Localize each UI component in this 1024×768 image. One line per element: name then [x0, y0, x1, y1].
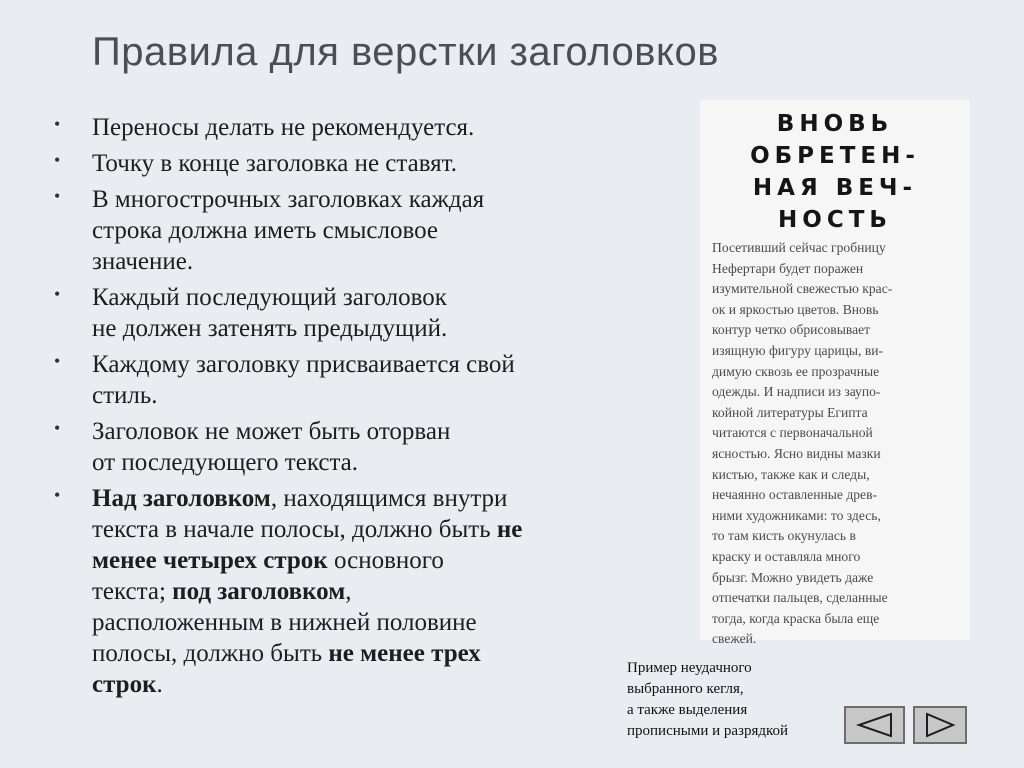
bullet-icon: • [54, 485, 61, 505]
rule-item [52, 416, 652, 478]
rule-item [52, 148, 652, 179]
rule-segment: В многострочных заголовках каждая строка должна иметь смысловое значение. [92, 186, 485, 275]
newspaper-example [700, 100, 970, 647]
bullet-icon: • [54, 186, 61, 206]
rule-text [92, 483, 652, 700]
rule-text [92, 148, 652, 179]
triangle-left-icon [855, 712, 895, 738]
rule-segment: Заголовок не может быть оторван от последующего текста. [92, 418, 451, 476]
rule-segment: , расположенным в нижней половине полосы, должно быть [92, 578, 477, 667]
previous-slide-button[interactable] [844, 706, 905, 744]
slide-title: Правила для верстки заголовков [92, 30, 719, 74]
rule-segment: , находящимся внутри текста в начале полосы, должно быть [92, 485, 508, 543]
bullet-icon: • [54, 114, 61, 134]
bullet-icon: • [54, 150, 61, 170]
rule-text [92, 282, 652, 344]
example-headline: ВНОВЬ ОБРЕТЕН- НАЯ ВЕЧ- НОСТЬ [750, 111, 920, 233]
rule-emphasis: не менее трех строк [92, 640, 481, 698]
rule-text [92, 416, 652, 478]
rule-item [52, 349, 652, 411]
rule-segment: основного текста; [92, 547, 444, 605]
rule-segment: Точку в конце заголовка не ставят. [92, 150, 457, 177]
rules-list [52, 112, 652, 705]
rule-item [52, 282, 652, 344]
example-caption: Пример неудачного выбранного кегля, а также выделения прописными и разрядкой [627, 660, 789, 739]
triangle-right-icon [923, 712, 957, 738]
rule-segment: Переносы делать не рекомендуется. [92, 114, 475, 141]
rule-segment: Каждому заголовку присваивается свой стиль. [92, 351, 515, 409]
rule-emphasis: Над заголовком [92, 485, 271, 512]
rule-segment: Каждый последующий заголовок не должен затенять предыдущий. [92, 284, 448, 342]
example-article-text: Посетивший сейчас гробницу Нефертари будет поражен изумительной свежестью крас- ок и яркостью цветов. Вновь контур четко обрисовывает изящную фигуру царицы, ви- димую сквозь ее прозрачные одежды. И надписи из заупо- койной литературы Египта читаются с первоначальной ясностью. Ясно видны мазки кистью, также как и следы, нечаянно оставленные древ- ними художниками: то здесь, то там кисть окунулась в краску и оставляла много брызг. Можно увидеть даже отпечатки пальцев, сделанные тогда, когда краска была еще свежей. [712, 240, 893, 647]
rule-text [92, 349, 652, 411]
bullet-icon: • [54, 351, 61, 371]
rule-text [92, 112, 652, 143]
rule-item [52, 112, 652, 143]
bullet-icon: • [54, 418, 61, 438]
rule-segment: . [156, 671, 163, 698]
bullet-icon: • [54, 284, 61, 304]
rule-item [52, 483, 652, 700]
rule-item [52, 184, 652, 277]
rule-emphasis: под заголовком [172, 578, 346, 605]
rule-text [92, 184, 652, 277]
next-slide-button[interactable] [913, 706, 967, 744]
rule-emphasis: не менее четырех строк [92, 516, 523, 574]
